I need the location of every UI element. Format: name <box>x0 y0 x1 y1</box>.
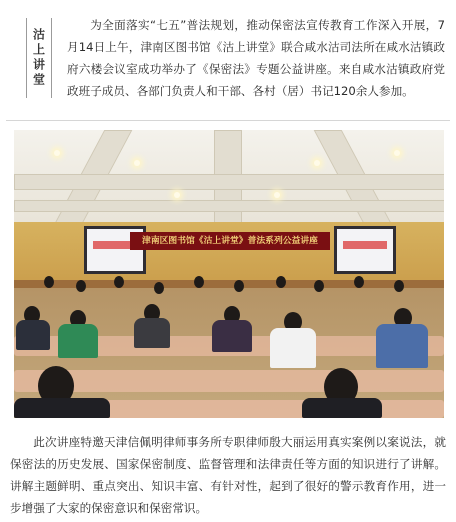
lecture-hall-photo <box>14 130 444 418</box>
intro-paragraph: 为全面落实“七五”普法规划，推动保密法宣传教育工作深入开展，7月14日上午，津南区图书馆《沽上讲堂》联合咸水沽司法所在咸水沽镇政府六楼会议室成功举办了《保密法》专题公益讲座。来自咸水沽镇政府党政班子成员、各部门负责人和干部、各村（居）书记120余人参加。 <box>67 18 445 98</box>
divider <box>6 120 450 121</box>
article-header <box>0 0 456 118</box>
stage-banner: 津南区图书馆《沽上讲堂》普法系列公益讲座 <box>130 232 330 250</box>
closing-paragraph: 此次讲座特邀天津信佩明律师事务所专职律师殷大丽运用真实案例以案说法，就保密法的历史发展、国家保密制度、监督管理和法律责任等方面的知识进行了讲解。讲解主题鲜明、重点突出、知识丰富、有针对性，起到了很好的警示教育作用，进一步增强了大家的保密意识和保密常识。 <box>10 435 446 515</box>
section-label: 沽上讲堂 <box>26 18 52 98</box>
projector-screen-right <box>334 226 396 274</box>
